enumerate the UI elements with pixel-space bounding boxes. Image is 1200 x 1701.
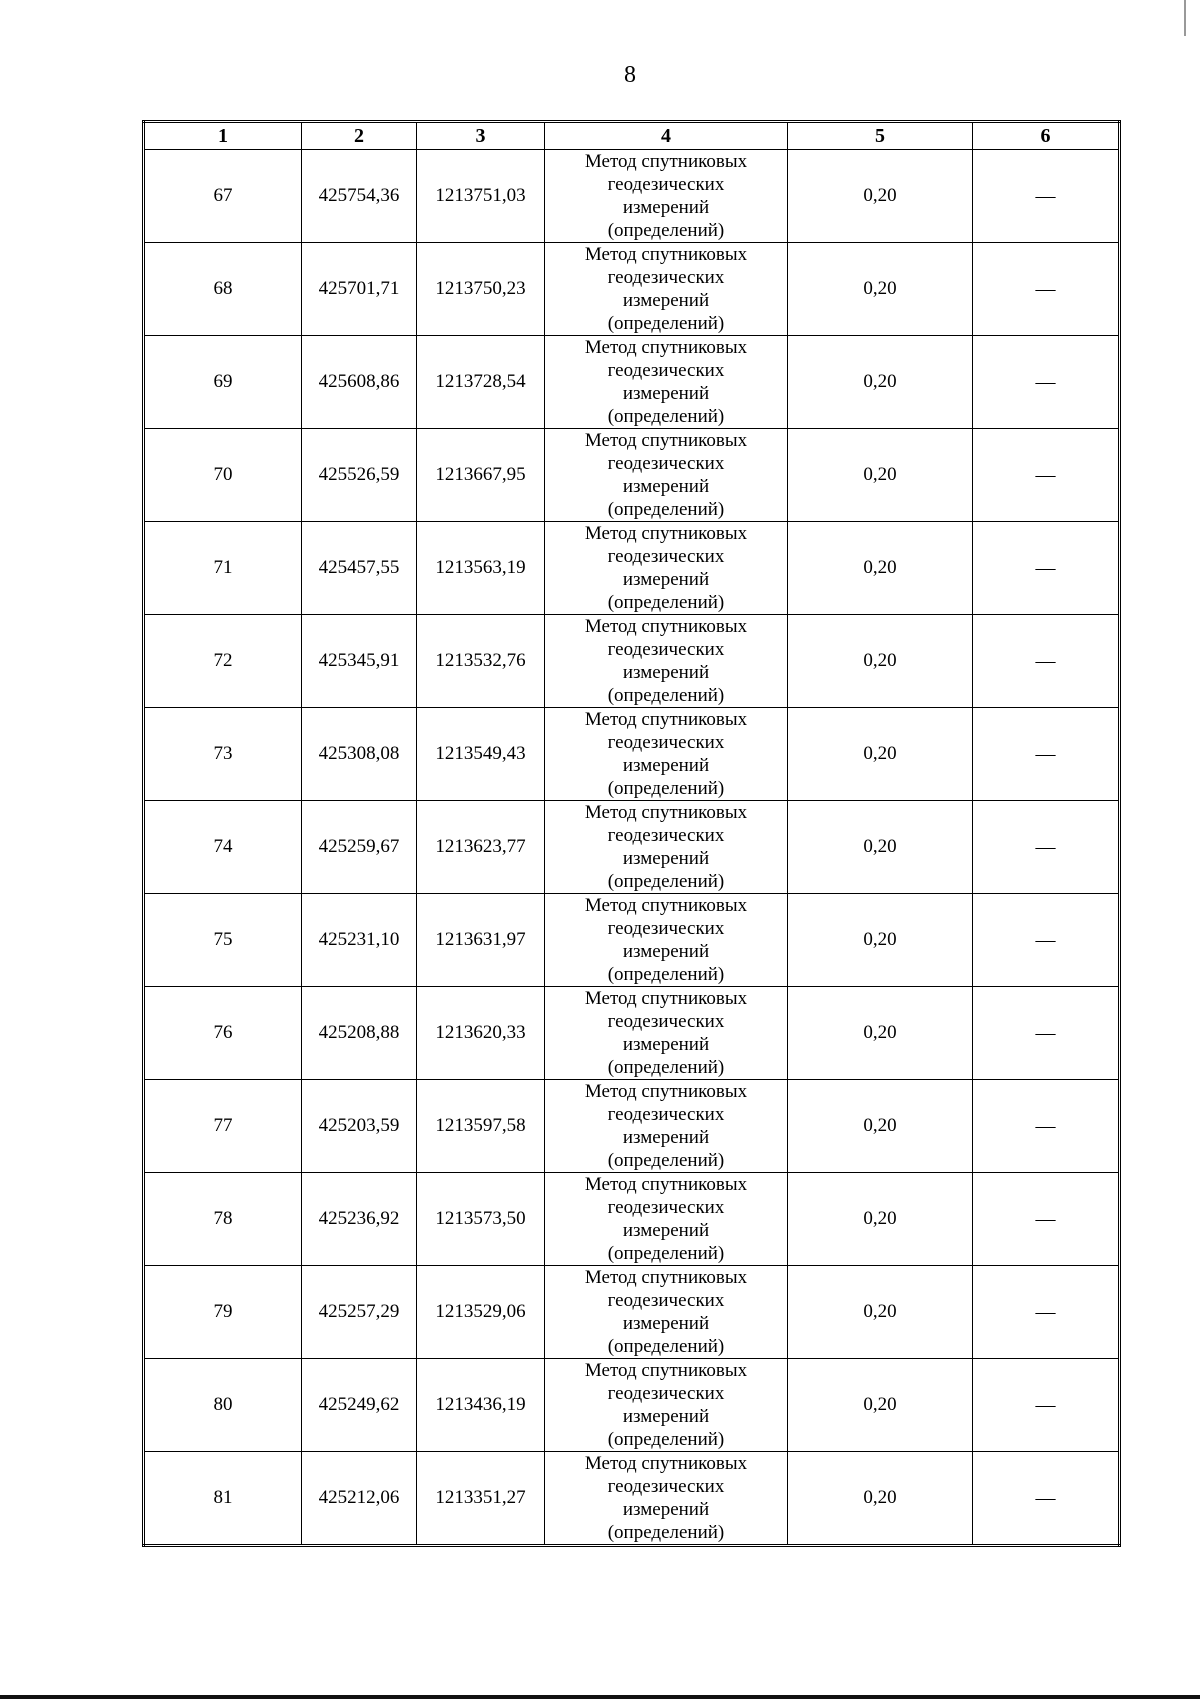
method-line: Метод спутниковых [584, 895, 748, 916]
table-row [144, 1266, 1120, 1359]
method-line: Метод спутниковых [584, 337, 748, 358]
table-row [144, 1452, 1120, 1546]
method-line: геодезических [607, 639, 725, 660]
table-row [144, 1359, 1120, 1452]
y-coordinate-cell: 1213750,23 [417, 243, 545, 336]
point-number-cell: 78 [144, 1173, 302, 1266]
table-header [144, 122, 1120, 150]
note-cell: — [973, 801, 1120, 894]
point-number-cell: 74 [144, 801, 302, 894]
method-line: Метод спутниковых [584, 802, 748, 823]
method-line: измерений [622, 662, 710, 683]
method-line: Метод спутниковых [584, 709, 748, 730]
table-row [144, 615, 1120, 708]
x-coordinate-cell: 425701,71 [302, 243, 417, 336]
method-line: (определений) [607, 964, 725, 985]
y-coordinate-cell: 1213573,50 [417, 1173, 545, 1266]
method-cell [545, 1080, 788, 1173]
x-coordinate-cell: 425754,36 [302, 150, 417, 243]
y-coordinate-cell: 1213351,27 [417, 1452, 545, 1546]
method-cell [545, 615, 788, 708]
note-cell: — [973, 429, 1120, 522]
method-line: (определений) [607, 1057, 725, 1078]
method-cell [545, 987, 788, 1080]
accuracy-cell: 0,20 [788, 1452, 973, 1546]
y-coordinate-cell: 1213623,77 [417, 801, 545, 894]
y-coordinate-cell: 1213549,43 [417, 708, 545, 801]
method-line: (определений) [607, 220, 725, 241]
y-coordinate-cell: 1213532,76 [417, 615, 545, 708]
header-col-6: 6 [973, 122, 1120, 150]
note-cell: — [973, 1452, 1120, 1546]
method-line: Метод спутниковых [584, 1453, 748, 1474]
table-row [144, 708, 1120, 801]
method-cell [545, 708, 788, 801]
note-cell: — [973, 243, 1120, 336]
accuracy-cell: 0,20 [788, 429, 973, 522]
point-number-cell: 76 [144, 987, 302, 1080]
method-line: измерений [622, 569, 710, 590]
x-coordinate-cell: 425608,86 [302, 336, 417, 429]
method-line: измерений [622, 941, 710, 962]
method-line: измерений [622, 476, 710, 497]
accuracy-cell: 0,20 [788, 801, 973, 894]
method-line: (определений) [607, 592, 725, 613]
method-line: геодезических [607, 546, 725, 567]
method-line: измерений [622, 1127, 710, 1148]
note-cell: — [973, 615, 1120, 708]
note-cell: — [973, 987, 1120, 1080]
method-line: измерений [622, 848, 710, 869]
method-line: Метод спутниковых [584, 151, 748, 172]
method-line: измерений [622, 1499, 710, 1520]
y-coordinate-cell: 1213751,03 [417, 150, 545, 243]
method-line: измерений [622, 290, 710, 311]
accuracy-cell: 0,20 [788, 987, 973, 1080]
method-cell [545, 336, 788, 429]
method-line: Метод спутниковых [584, 1081, 748, 1102]
point-number-cell: 77 [144, 1080, 302, 1173]
header-row [144, 122, 1120, 150]
table-row [144, 150, 1120, 243]
point-number-cell: 70 [144, 429, 302, 522]
point-number-cell: 79 [144, 1266, 302, 1359]
accuracy-cell: 0,20 [788, 243, 973, 336]
method-line: (определений) [607, 1336, 725, 1357]
x-coordinate-cell: 425249,62 [302, 1359, 417, 1452]
accuracy-cell: 0,20 [788, 1359, 973, 1452]
method-line: геодезических [607, 453, 725, 474]
table-row [144, 1173, 1120, 1266]
method-cell [545, 1266, 788, 1359]
note-cell: — [973, 336, 1120, 429]
x-coordinate-cell: 425259,67 [302, 801, 417, 894]
accuracy-cell: 0,20 [788, 522, 973, 615]
note-cell: — [973, 1080, 1120, 1173]
y-coordinate-cell: 1213529,06 [417, 1266, 545, 1359]
method-line: геодезических [607, 825, 725, 846]
accuracy-cell: 0,20 [788, 894, 973, 987]
method-cell [545, 429, 788, 522]
method-line: измерений [622, 755, 710, 776]
header-col-4: 4 [545, 122, 788, 150]
table-row [144, 243, 1120, 336]
method-line: Метод спутниковых [584, 1174, 748, 1195]
point-number-cell: 81 [144, 1452, 302, 1546]
accuracy-cell: 0,20 [788, 1266, 973, 1359]
method-line: (определений) [607, 1150, 725, 1171]
method-line: геодезических [607, 1104, 725, 1125]
method-line: (определений) [607, 1243, 725, 1264]
method-line: измерений [622, 1313, 710, 1334]
point-number-cell: 80 [144, 1359, 302, 1452]
note-cell: — [973, 150, 1120, 243]
accuracy-cell: 0,20 [788, 336, 973, 429]
method-line: геодезических [607, 918, 725, 939]
method-line: геодезических [607, 1383, 725, 1404]
table-row [144, 429, 1120, 522]
x-coordinate-cell: 425526,59 [302, 429, 417, 522]
point-number-cell: 69 [144, 336, 302, 429]
point-number-cell: 68 [144, 243, 302, 336]
note-cell: — [973, 522, 1120, 615]
note-cell: — [973, 894, 1120, 987]
method-line: Метод спутниковых [584, 616, 748, 637]
method-line: геодезических [607, 1197, 725, 1218]
method-line: Метод спутниковых [584, 430, 748, 451]
method-line: Метод спутниковых [584, 988, 748, 1009]
note-cell: — [973, 1173, 1120, 1266]
y-coordinate-cell: 1213597,58 [417, 1080, 545, 1173]
x-coordinate-cell: 425257,29 [302, 1266, 417, 1359]
method-line: (определений) [607, 1429, 725, 1450]
method-line: Метод спутниковых [584, 523, 748, 544]
y-coordinate-cell: 1213631,97 [417, 894, 545, 987]
method-cell [545, 1452, 788, 1546]
y-coordinate-cell: 1213667,95 [417, 429, 545, 522]
method-line: геодезических [607, 174, 725, 195]
y-coordinate-cell: 1213728,54 [417, 336, 545, 429]
accuracy-cell: 0,20 [788, 1173, 973, 1266]
method-line: геодезических [607, 267, 725, 288]
x-coordinate-cell: 425457,55 [302, 522, 417, 615]
table-row [144, 801, 1120, 894]
method-cell [545, 1359, 788, 1452]
method-line: Метод спутниковых [584, 244, 748, 265]
header-col-1: 1 [144, 122, 302, 150]
method-line: Метод спутниковых [584, 1267, 748, 1288]
method-cell [545, 801, 788, 894]
method-line: (определений) [607, 685, 725, 706]
table-row [144, 1080, 1120, 1173]
header-col-2: 2 [302, 122, 417, 150]
table-row [144, 987, 1120, 1080]
note-cell: — [973, 708, 1120, 801]
method-line: геодезических [607, 732, 725, 753]
accuracy-cell: 0,20 [788, 615, 973, 708]
method-cell [545, 894, 788, 987]
point-number-cell: 73 [144, 708, 302, 801]
method-line: измерений [622, 1406, 710, 1427]
method-line: Метод спутниковых [584, 1360, 748, 1381]
method-cell [545, 150, 788, 243]
accuracy-cell: 0,20 [788, 150, 973, 243]
x-coordinate-cell: 425308,08 [302, 708, 417, 801]
point-number-cell: 75 [144, 894, 302, 987]
method-line: геодезических [607, 1476, 725, 1497]
method-cell [545, 522, 788, 615]
x-coordinate-cell: 425236,92 [302, 1173, 417, 1266]
table-row [144, 336, 1120, 429]
y-coordinate-cell: 1213436,19 [417, 1359, 545, 1452]
x-coordinate-cell: 425345,91 [302, 615, 417, 708]
table-row [144, 894, 1120, 987]
method-line: геодезических [607, 360, 725, 381]
method-cell [545, 243, 788, 336]
method-line: (определений) [607, 778, 725, 799]
x-coordinate-cell: 425212,06 [302, 1452, 417, 1546]
point-number-cell: 72 [144, 615, 302, 708]
header-col-3: 3 [417, 122, 545, 150]
x-coordinate-cell: 425203,59 [302, 1080, 417, 1173]
method-line: (определений) [607, 406, 725, 427]
method-line: (определений) [607, 313, 725, 334]
method-line: (определений) [607, 1522, 725, 1543]
note-cell: — [973, 1359, 1120, 1452]
method-line: измерений [622, 383, 710, 404]
method-line: измерений [622, 1034, 710, 1055]
table-body [144, 150, 1120, 1546]
x-coordinate-cell: 425231,10 [302, 894, 417, 987]
method-line: (определений) [607, 871, 725, 892]
point-number-cell: 67 [144, 150, 302, 243]
method-cell [545, 1173, 788, 1266]
x-coordinate-cell: 425208,88 [302, 987, 417, 1080]
page-number: 8 [624, 62, 636, 88]
method-line: геодезических [607, 1011, 725, 1032]
accuracy-cell: 0,20 [788, 1080, 973, 1173]
table-row [144, 522, 1120, 615]
scan-bottom-edge [0, 1695, 1200, 1699]
method-line: (определений) [607, 499, 725, 520]
method-line: геодезических [607, 1290, 725, 1311]
coordinates-table [142, 120, 1121, 1547]
y-coordinate-cell: 1213563,19 [417, 522, 545, 615]
y-coordinate-cell: 1213620,33 [417, 987, 545, 1080]
accuracy-cell: 0,20 [788, 708, 973, 801]
note-cell: — [973, 1266, 1120, 1359]
scan-edge-mark [1184, 0, 1186, 36]
method-line: измерений [622, 1220, 710, 1241]
method-line: измерений [622, 197, 710, 218]
point-number-cell: 71 [144, 522, 302, 615]
header-col-5: 5 [788, 122, 973, 150]
